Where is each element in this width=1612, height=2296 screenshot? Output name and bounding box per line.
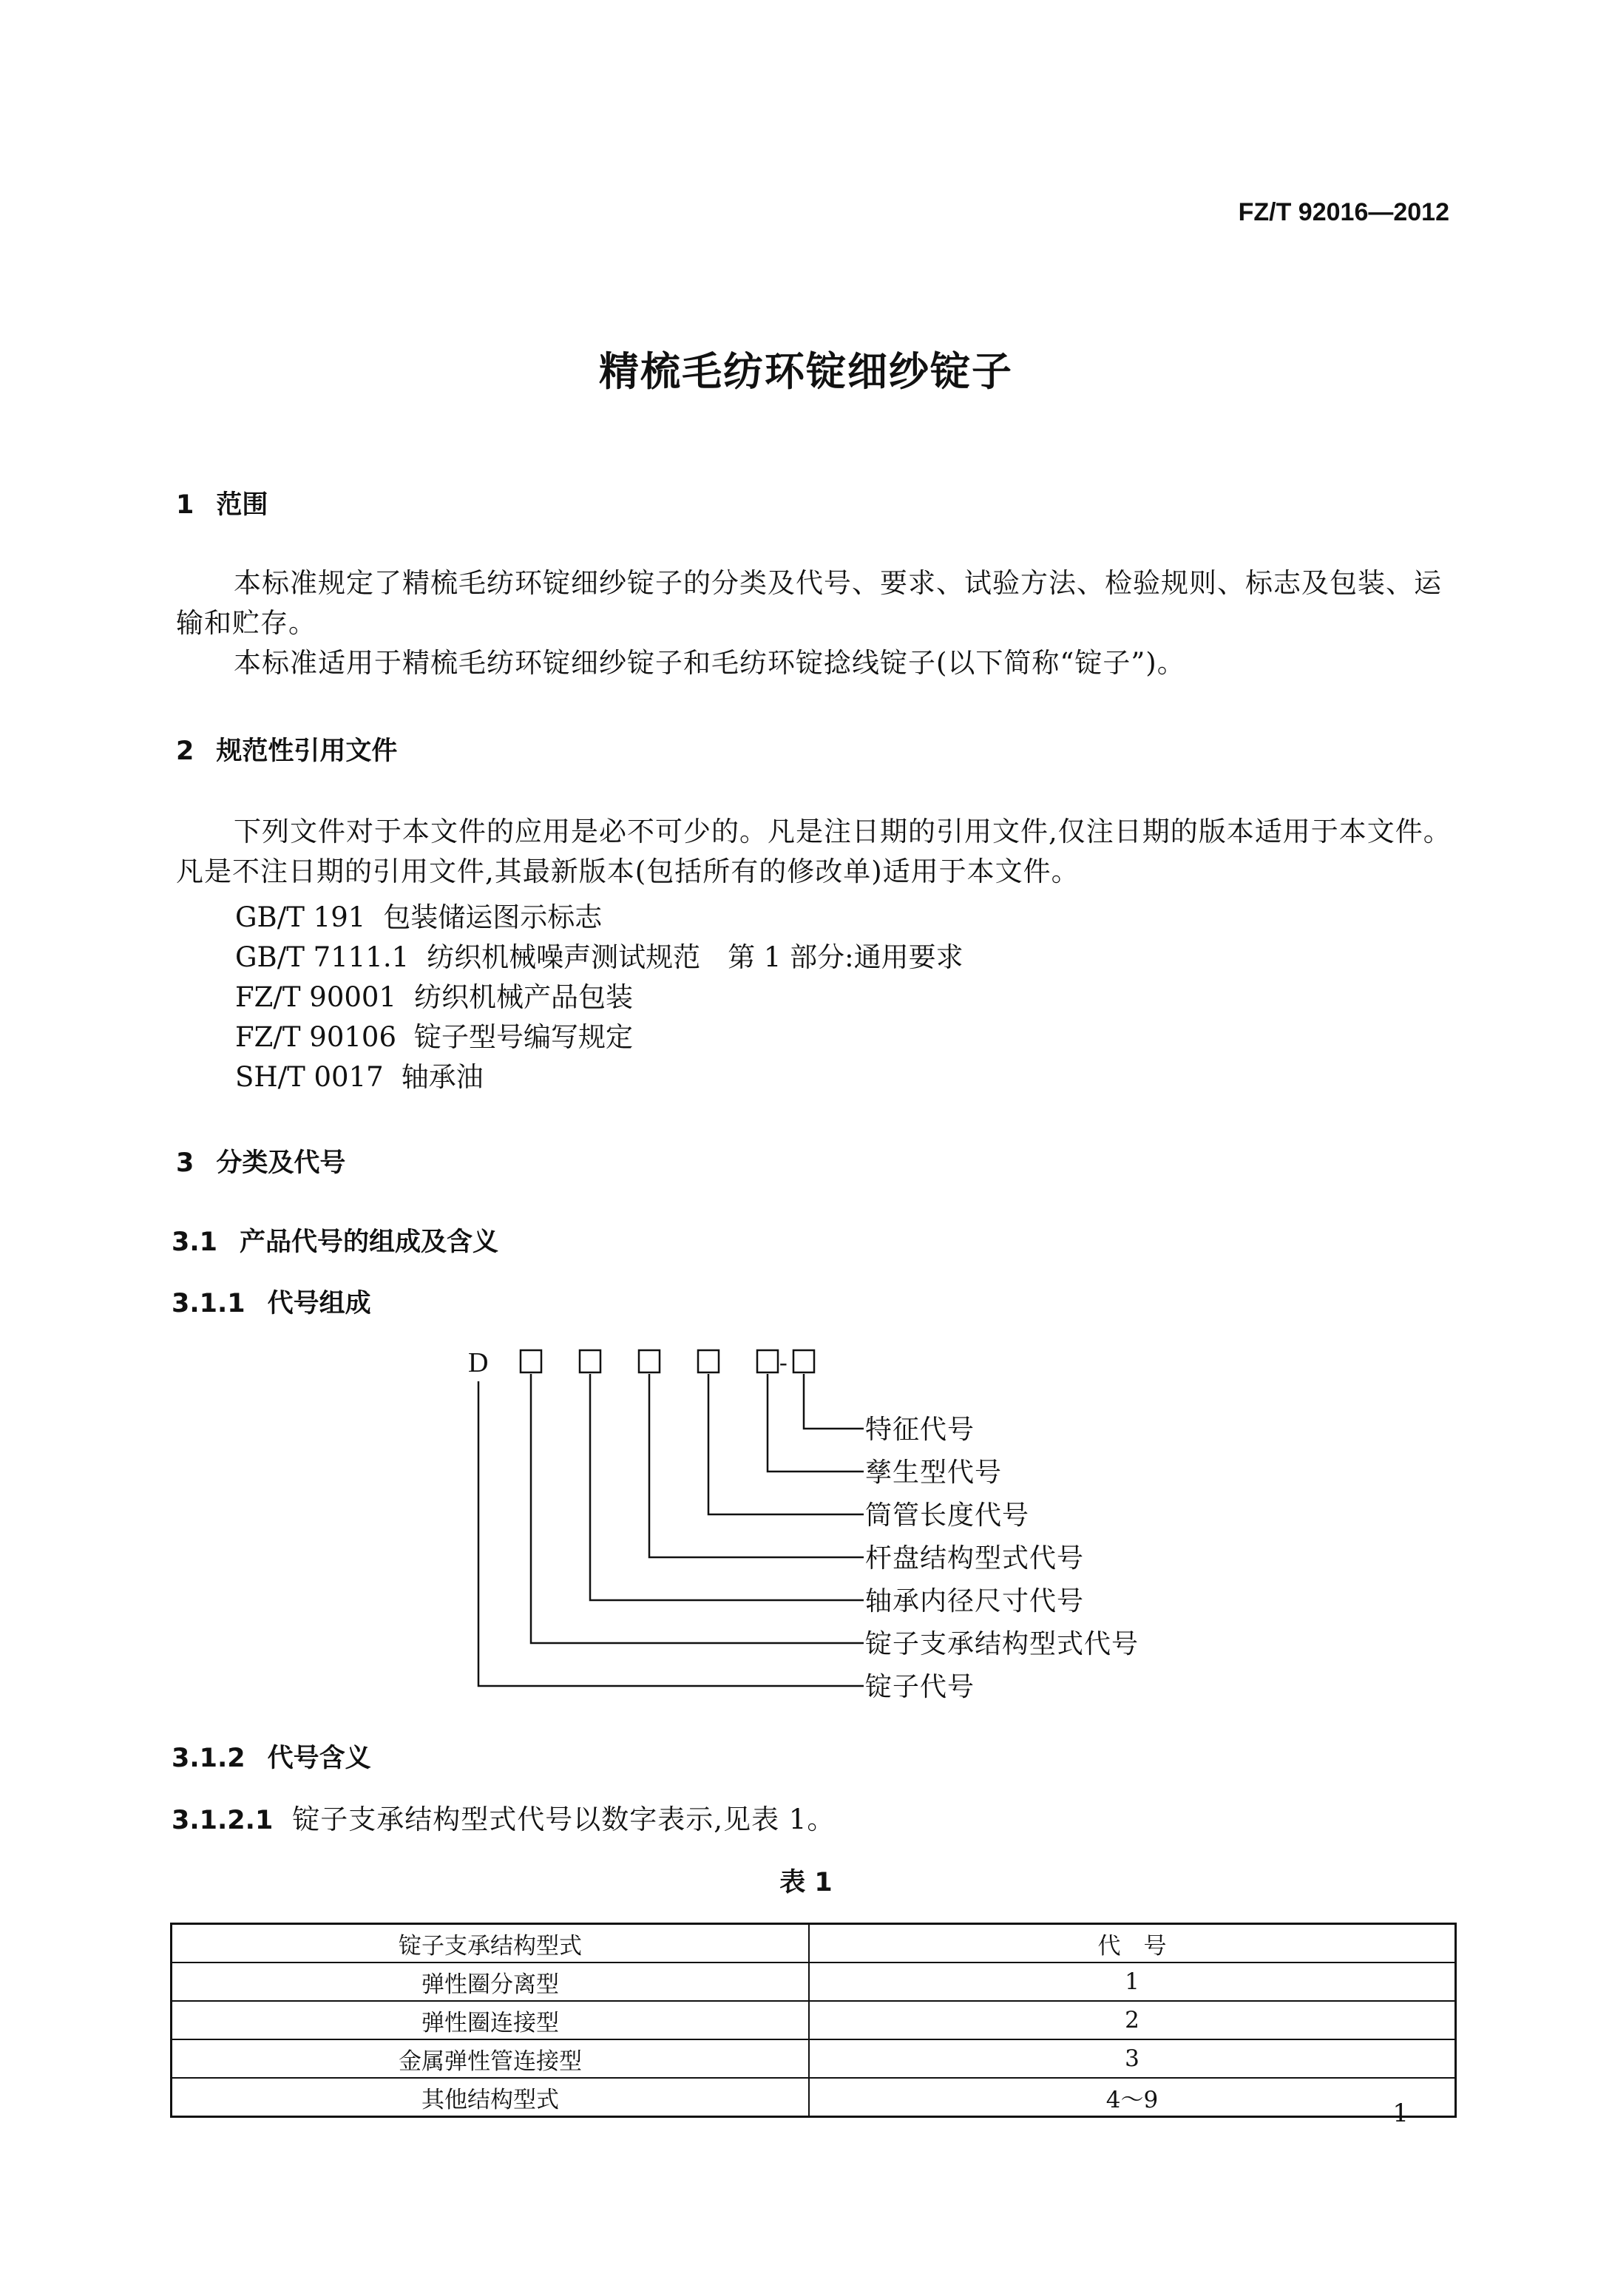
table-header-cell: 锭子支承结构型式: [172, 1924, 810, 1963]
reference-title: 锭子型号编写规定: [414, 1021, 633, 1053]
section-2-intro: 下列文件对于本文件的应用是必不可少的。凡是注日期的引用文件,仅注日期的版本适用于本文件。凡是不注日期的引用文件,其最新版本(包括所有的修改单)适用于本文件。: [176, 816, 1452, 887]
table-row: [172, 2001, 1456, 2039]
diagram-dash: -: [779, 1349, 788, 1375]
reference-code: SH/T 0017: [235, 1061, 384, 1093]
section-number: 3.1.1: [172, 1289, 245, 1318]
reference-code: FZ/T 90001: [235, 981, 396, 1013]
connector-lines: [478, 1374, 864, 1686]
table-row: [172, 2039, 1456, 2078]
section-title: 分类及代号: [216, 1148, 346, 1178]
section-number: 3: [176, 1148, 194, 1178]
section-title: 产品代号的组成及含义: [240, 1227, 499, 1257]
diagram-label-twin-type-code: 孳生型代号: [865, 1457, 1003, 1488]
reference-code: FZ/T 90106: [235, 1021, 396, 1053]
reference-title: 纺织机械噪声测试规范 第 1 部分:通用要求: [427, 941, 964, 973]
code-box-2: [580, 1350, 600, 1372]
table-cell: 弹性圈连接型: [172, 2001, 810, 2039]
section-3-1-2-1: [172, 1797, 835, 1837]
section-1-paragraph-2: 本标准适用于精梳毛纺环锭细纱锭子和毛纺环锭捻线锭子(以下简称“锭子”)。: [234, 647, 1185, 679]
section-title: 代号组成: [267, 1289, 371, 1318]
diagram-label-bearing-diameter-code: 轴承内径尺寸代号: [865, 1586, 1085, 1616]
section-number: 3.1.2: [172, 1744, 245, 1773]
section-number: 3.1.2.1: [172, 1806, 274, 1835]
diagram-label-support-structure-code: 锭子支承结构型式代号: [865, 1629, 1139, 1659]
table-cell: 弹性圈分离型: [172, 1963, 810, 2001]
standard-code: FZ/T 92016—2012: [1238, 198, 1449, 226]
code-box-6: [793, 1350, 814, 1372]
section-title: 代号含义: [267, 1744, 371, 1773]
table-1-caption: 表 1: [779, 1868, 833, 1897]
table-header-cell: 代 号: [809, 1924, 1456, 1963]
table-cell: 3: [809, 2039, 1456, 2078]
diagram-label-blade-structure-code: 杆盘结构型式代号: [865, 1543, 1085, 1574]
section-3-1-2-heading: [172, 1738, 371, 1775]
section-1-paragraph-1: 本标准规定了精梳毛纺环锭细纱锭子的分类及代号、要求、试验方法、检验规则、标志及包装、运输和贮存。: [176, 567, 1442, 639]
document-title: 精梳毛纺环锭细纱锭子: [599, 348, 1013, 395]
section-title: 规范性引用文件: [216, 736, 398, 766]
table-1: [170, 1923, 1457, 2118]
table-cell: 2: [809, 2001, 1456, 2039]
reference-title: 纺织机械产品包装: [414, 981, 633, 1013]
table-cell: 其他结构型式: [172, 2078, 810, 2117]
section-number: 2: [176, 736, 194, 766]
diagram-label-feature-code: 特征代号: [865, 1415, 975, 1445]
table-cell: 金属弹性管连接型: [172, 2039, 810, 2078]
diagram-label-tube-length-code: 筒管长度代号: [865, 1500, 1030, 1531]
code-box-5: [757, 1350, 778, 1372]
code-box-4: [698, 1350, 719, 1372]
code-box-3: [639, 1350, 660, 1372]
diagram-label-spindle-code: 锭子代号: [865, 1672, 975, 1702]
section-title: 范围: [216, 490, 268, 520]
page-number: 1: [1392, 2099, 1409, 2128]
table-cell: 4～9: [809, 2078, 1456, 2117]
section-text: 锭子支承结构型式代号以数字表示,见表 1。: [292, 1804, 836, 1835]
table-row: [172, 2078, 1456, 2117]
reference-code: GB/T 191: [235, 901, 366, 933]
table-cell: 1: [809, 1963, 1456, 2001]
section-number: 1: [176, 490, 194, 520]
table-row: [172, 1963, 1456, 2001]
reference-title: 轴承油: [401, 1061, 484, 1093]
diagram-prefix: D: [468, 1347, 489, 1378]
table-header-row: [172, 1924, 1456, 1963]
reference-title: 包装储运图示标志: [383, 901, 603, 933]
code-box-1: [521, 1350, 541, 1372]
reference-code: GB/T 7111.1: [235, 941, 410, 973]
section-number: 3.1: [172, 1227, 218, 1257]
